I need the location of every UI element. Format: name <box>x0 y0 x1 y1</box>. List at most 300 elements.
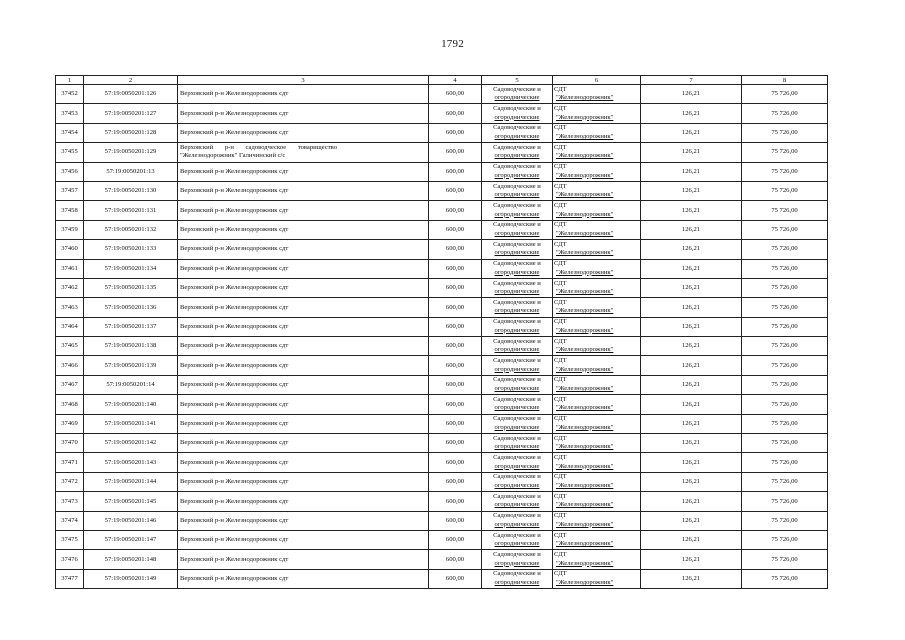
land-use-line-1: Садоводческие и <box>493 492 541 500</box>
land-use-line-1: Садоводческие и <box>493 454 541 462</box>
owner-line-1: СДТ <box>554 492 567 500</box>
column-number: 7 <box>641 76 742 85</box>
land-use-line-1: Садоводческие и <box>493 376 541 384</box>
cadastral-cost: 75 726,00 <box>742 162 828 181</box>
table-row <box>56 472 828 491</box>
record-number: 37476 <box>56 550 84 569</box>
column-number: 5 <box>482 76 553 85</box>
address-cell: Верховский р-н Железнодорожник сдт <box>178 220 429 239</box>
table-row <box>56 492 828 511</box>
cadastral-cost: 75 726,00 <box>742 414 828 433</box>
record-number: 37454 <box>56 123 84 142</box>
table-row <box>56 550 828 569</box>
land-use-line-2: огороднические <box>494 559 540 567</box>
owner-line-1: СДТ <box>554 163 567 171</box>
owner-line-1: СДТ <box>554 454 567 462</box>
land-use-cell <box>482 434 553 453</box>
land-use-line-1: Садоводческие и <box>493 473 541 481</box>
land-use-line-1: Садоводческие и <box>493 201 541 209</box>
cadastral-number: 57:19:0050201:132 <box>84 220 178 239</box>
land-use-line-2: огороднические <box>494 191 540 199</box>
table-row <box>56 85 828 104</box>
land-use-line-1: Садоводческие и <box>493 104 541 112</box>
cadastral-rate: 126,21 <box>641 220 742 239</box>
owner-line-2: "Железнодорожник" <box>556 520 614 528</box>
owner-line-2: "Железнодорожник" <box>556 113 614 121</box>
owner-cell <box>553 85 641 104</box>
owner-line-2: "Железнодорожник" <box>556 346 614 354</box>
land-use-line-2: огороднические <box>494 132 540 140</box>
land-use-line-2: огороднические <box>494 462 540 470</box>
area-value: 600,00 <box>429 143 482 162</box>
area-value: 600,00 <box>429 259 482 278</box>
land-use-line-1: Садоводческие и <box>493 279 541 287</box>
cadastral-cost: 75 726,00 <box>742 220 828 239</box>
land-use-line-1: Садоводческие и <box>493 434 541 442</box>
cadastral-rate: 126,21 <box>641 550 742 569</box>
record-number: 37460 <box>56 240 84 259</box>
owner-line-2: "Железнодорожник" <box>556 326 614 334</box>
owner-line-2: "Железнодорожник" <box>556 307 614 315</box>
cadastral-number: 57:19:0050201:130 <box>84 181 178 200</box>
owner-line-2: "Железнодорожник" <box>556 423 614 431</box>
address-cell: Верховский р-н Железнодорожник сдт <box>178 337 429 356</box>
owner-line-2: "Железнодорожник" <box>556 365 614 373</box>
cadastral-rate: 126,21 <box>641 162 742 181</box>
address-cell: Верховский р-н Железнодорожник сдт <box>178 453 429 472</box>
cadastral-cost: 75 726,00 <box>742 240 828 259</box>
cadastral-rate: 126,21 <box>641 453 742 472</box>
table-row <box>56 337 828 356</box>
land-use-line-2: огороднические <box>494 288 540 296</box>
land-use-line-2: огороднические <box>494 385 540 393</box>
owner-line-2: "Железнодорожник" <box>556 462 614 470</box>
cadastral-number: 57:19:0050201:137 <box>84 317 178 336</box>
land-use-line-2: огороднические <box>494 520 540 528</box>
cadastral-number: 57:19:0050201:134 <box>84 259 178 278</box>
address-cell: Верховский р-н Железнодорожник сдт <box>178 201 429 220</box>
table-row <box>56 220 828 239</box>
column-number: 8 <box>742 76 828 85</box>
owner-line-2: "Железнодорожник" <box>556 482 614 489</box>
record-number: 37453 <box>56 104 84 123</box>
land-use-line-2: огороднические <box>494 210 540 218</box>
land-use-cell <box>482 317 553 336</box>
cadastral-cost: 75 726,00 <box>742 434 828 453</box>
table-row <box>56 259 828 278</box>
land-use-cell <box>482 550 553 569</box>
owner-cell <box>553 453 641 472</box>
area-value: 600,00 <box>429 240 482 259</box>
area-value: 600,00 <box>429 511 482 530</box>
record-number: 37458 <box>56 201 84 220</box>
cadastral-cost: 75 726,00 <box>742 472 828 491</box>
area-value: 600,00 <box>429 530 482 549</box>
table-row <box>56 434 828 453</box>
land-use-cell <box>482 201 553 220</box>
owner-cell <box>553 375 641 394</box>
cadastral-number: 57:19:0050201:133 <box>84 240 178 259</box>
owner-line-2: "Железнодорожник" <box>556 288 614 296</box>
table-row <box>56 162 828 181</box>
land-use-cell <box>482 375 553 394</box>
owner-line-1: СДТ <box>554 395 567 403</box>
cadastral-rate: 126,21 <box>641 181 742 200</box>
cadastral-cost: 75 726,00 <box>742 123 828 142</box>
land-use-cell <box>482 298 553 317</box>
record-number: 37474 <box>56 511 84 530</box>
land-use-line-1: Садоводческие и <box>493 318 541 326</box>
record-number: 37470 <box>56 434 84 453</box>
land-use-line-1: Садоводческие и <box>493 124 541 132</box>
cadastral-rate: 126,21 <box>641 123 742 142</box>
owner-line-1: СДТ <box>554 434 567 442</box>
owner-cell <box>553 201 641 220</box>
land-use-line-2: огороднические <box>494 423 540 431</box>
land-use-cell <box>482 220 553 239</box>
owner-line-1: СДТ <box>554 298 567 306</box>
record-number: 37471 <box>56 453 84 472</box>
land-use-line-1: Садоводческие и <box>493 550 541 558</box>
owner-line-1: СДТ <box>554 415 567 423</box>
owner-cell <box>553 434 641 453</box>
cadastral-rate: 126,21 <box>641 143 742 162</box>
table-row <box>56 181 828 200</box>
cadastral-cost: 75 726,00 <box>742 317 828 336</box>
record-number: 37477 <box>56 569 84 588</box>
owner-cell <box>553 162 641 181</box>
record-number: 37475 <box>56 530 84 549</box>
table-row <box>56 414 828 433</box>
land-use-line-2: огороднические <box>494 326 540 334</box>
land-use-line-2: огороднические <box>494 578 540 586</box>
cadastral-rate: 126,21 <box>641 569 742 588</box>
cadastral-cost: 75 726,00 <box>742 356 828 375</box>
owner-cell <box>553 492 641 511</box>
owner-cell <box>553 181 641 200</box>
area-value: 600,00 <box>429 162 482 181</box>
owner-cell <box>553 569 641 588</box>
area-value: 600,00 <box>429 337 482 356</box>
cadastral-number: 57:19:0050201:145 <box>84 492 178 511</box>
cadastral-number: 57:19:0050201:149 <box>84 569 178 588</box>
land-use-cell <box>482 395 553 414</box>
record-number: 37459 <box>56 220 84 239</box>
owner-line-1: СДТ <box>554 531 567 539</box>
record-number: 37452 <box>56 85 84 104</box>
land-use-line-2: огороднические <box>494 365 540 373</box>
cadastral-rate: 126,21 <box>641 511 742 530</box>
cadastral-number: 57:19:0050201:131 <box>84 201 178 220</box>
record-number: 37462 <box>56 278 84 297</box>
record-number: 37468 <box>56 395 84 414</box>
land-use-cell <box>482 278 553 297</box>
owner-line-2: "Железнодорожник" <box>556 132 614 140</box>
cadastral-rate: 126,21 <box>641 240 742 259</box>
owner-line-1: СДТ <box>554 512 567 520</box>
land-registry-table <box>55 75 828 589</box>
cadastral-number: 57:19:0050201:13 <box>84 162 178 181</box>
land-use-cell <box>482 414 553 433</box>
owner-line-1: СДТ <box>554 182 567 190</box>
owner-line-1: СДТ <box>554 357 567 365</box>
cadastral-rate: 126,21 <box>641 85 742 104</box>
address-cell: Верховский р-н Железнодорожник сдт <box>178 240 429 259</box>
cadastral-number: 57:19:0050201:140 <box>84 395 178 414</box>
cadastral-cost: 75 726,00 <box>742 259 828 278</box>
owner-line-1: СДТ <box>554 337 567 345</box>
address-cell: Верховский р-н Железнодорожник сдт <box>178 395 429 414</box>
cadastral-number: 57:19:0050201:139 <box>84 356 178 375</box>
address-cell: Верховский р-н Железнодорожник сдт <box>178 123 429 142</box>
cadastral-rate: 126,21 <box>641 201 742 220</box>
owner-line-1: СДТ <box>554 279 567 287</box>
cadastral-rate: 126,21 <box>641 298 742 317</box>
owner-cell <box>553 337 641 356</box>
address-line-1: Верховский р-н садоводческое товарищество <box>180 144 338 152</box>
area-value: 600,00 <box>429 414 482 433</box>
area-value: 600,00 <box>429 569 482 588</box>
land-use-line-1: Садоводческие и <box>493 415 541 423</box>
table-row <box>56 511 828 530</box>
land-use-cell <box>482 259 553 278</box>
land-use-line-1: Садоводческие и <box>493 240 541 248</box>
land-use-line-1: Садоводческие и <box>493 337 541 345</box>
owner-line-1: СДТ <box>554 240 567 248</box>
land-use-line-1: Садоводческие и <box>493 531 541 539</box>
cadastral-cost: 75 726,00 <box>742 298 828 317</box>
address-cell: Верховский р-н Железнодорожник сдт <box>178 569 429 588</box>
page-number: 1792 <box>441 38 464 50</box>
cadastral-rate: 126,21 <box>641 434 742 453</box>
cadastral-number: 57:19:0050201:14 <box>84 375 178 394</box>
land-use-line-2: огороднические <box>494 171 540 179</box>
cadastral-cost: 75 726,00 <box>742 143 828 162</box>
record-number: 37456 <box>56 162 84 181</box>
column-number: 1 <box>56 76 84 85</box>
area-value: 600,00 <box>429 298 482 317</box>
column-number-row <box>56 76 828 85</box>
address-cell: Верховский р-н Железнодорожник сдт <box>178 550 429 569</box>
table-row <box>56 201 828 220</box>
land-use-cell <box>482 104 553 123</box>
cadastral-rate: 126,21 <box>641 472 742 491</box>
land-use-line-1: Садоводческие и <box>493 163 541 171</box>
land-use-line-2: огороднические <box>494 268 540 276</box>
owner-cell <box>553 240 641 259</box>
area-value: 600,00 <box>429 201 482 220</box>
cadastral-rate: 126,21 <box>641 395 742 414</box>
cadastral-cost: 75 726,00 <box>742 550 828 569</box>
area-value: 600,00 <box>429 375 482 394</box>
cadastral-rate: 126,21 <box>641 530 742 549</box>
record-number: 37464 <box>56 317 84 336</box>
address-cell: Верховский р-н Железнодорожник сдт <box>178 414 429 433</box>
cadastral-rate: 126,21 <box>641 414 742 433</box>
address-cell: Верховский р-н Железнодорожник сдт <box>178 298 429 317</box>
table-row <box>56 356 828 375</box>
cadastral-cost: 75 726,00 <box>742 181 828 200</box>
land-use-line-2: огороднические <box>494 249 540 257</box>
cadastral-cost: 75 726,00 <box>742 569 828 588</box>
land-use-cell <box>482 143 553 162</box>
cadastral-number: 57:19:0050201:126 <box>84 85 178 104</box>
record-number: 37473 <box>56 492 84 511</box>
land-use-line-2: огороднические <box>494 346 540 354</box>
record-number: 37472 <box>56 472 84 491</box>
land-use-cell <box>482 569 553 588</box>
area-value: 600,00 <box>429 434 482 453</box>
table-row <box>56 395 828 414</box>
owner-line-2: "Железнодорожник" <box>556 385 614 393</box>
cadastral-number: 57:19:0050201:128 <box>84 123 178 142</box>
address-cell: Верховский р-н Железнодорожник сдт <box>178 181 429 200</box>
record-number: 37469 <box>56 414 84 433</box>
cadastral-number: 57:19:0050201:129 <box>84 143 178 162</box>
cadastral-rate: 126,21 <box>641 104 742 123</box>
owner-line-1: СДТ <box>554 570 567 578</box>
land-use-line-1: Садоводческие и <box>493 85 541 93</box>
record-number: 37461 <box>56 259 84 278</box>
owner-line-1: СДТ <box>554 124 567 132</box>
owner-cell <box>553 317 641 336</box>
land-use-cell <box>482 472 553 491</box>
area-value: 600,00 <box>429 220 482 239</box>
owner-cell <box>553 143 641 162</box>
land-use-cell <box>482 511 553 530</box>
table-row <box>56 143 828 162</box>
owner-line-2: "Железнодорожник" <box>556 540 614 548</box>
owner-line-2: "Железнодорожник" <box>556 210 614 218</box>
cadastral-rate: 126,21 <box>641 375 742 394</box>
owner-cell <box>553 511 641 530</box>
owner-line-2: "Железнодорожник" <box>556 94 614 102</box>
cadastral-rate: 126,21 <box>641 317 742 336</box>
owner-cell <box>553 278 641 297</box>
table-row <box>56 240 828 259</box>
land-use-line-2: огороднические <box>494 482 540 489</box>
owner-line-1: СДТ <box>554 260 567 268</box>
cadastral-number: 57:19:0050201:141 <box>84 414 178 433</box>
area-value: 600,00 <box>429 181 482 200</box>
owner-line-1: СДТ <box>554 143 567 151</box>
owner-cell <box>553 356 641 375</box>
land-use-line-1: Садоводческие и <box>493 570 541 578</box>
land-use-line-1: Садоводческие и <box>493 298 541 306</box>
land-use-line-1: Садоводческие и <box>493 512 541 520</box>
area-value: 600,00 <box>429 278 482 297</box>
owner-cell <box>553 395 641 414</box>
area-value: 600,00 <box>429 356 482 375</box>
address-cell: Верховский р-н Железнодорожник сдт <box>178 317 429 336</box>
cadastral-cost: 75 726,00 <box>742 375 828 394</box>
table-row <box>56 317 828 336</box>
owner-line-1: СДТ <box>554 376 567 384</box>
cadastral-rate: 126,21 <box>641 492 742 511</box>
address-cell: Верховский р-н Железнодорожник сдт <box>178 259 429 278</box>
land-use-line-2: огороднические <box>494 540 540 548</box>
owner-cell <box>553 414 641 433</box>
owner-line-2: "Железнодорожник" <box>556 229 614 237</box>
land-use-line-1: Садоводческие и <box>493 260 541 268</box>
record-number: 37463 <box>56 298 84 317</box>
area-value: 600,00 <box>429 395 482 414</box>
land-use-line-2: огороднические <box>494 94 540 102</box>
owner-line-2: "Железнодорожник" <box>556 268 614 276</box>
cadastral-number: 57:19:0050201:146 <box>84 511 178 530</box>
cadastral-number: 57:19:0050201:135 <box>84 278 178 297</box>
cadastral-number: 57:19:0050201:143 <box>84 453 178 472</box>
land-use-cell <box>482 240 553 259</box>
record-number: 37467 <box>56 375 84 394</box>
land-use-line-2: огороднические <box>494 307 540 315</box>
owner-cell <box>553 530 641 549</box>
cadastral-cost: 75 726,00 <box>742 511 828 530</box>
cadastral-cost: 75 726,00 <box>742 85 828 104</box>
owner-cell <box>553 104 641 123</box>
address-cell: Верховский р-н Железнодорожник сдт <box>178 162 429 181</box>
owner-line-1: СДТ <box>554 104 567 112</box>
owner-line-2: "Железнодорожник" <box>556 191 614 199</box>
land-use-cell <box>482 162 553 181</box>
land-use-cell <box>482 181 553 200</box>
cadastral-number: 57:19:0050201:138 <box>84 337 178 356</box>
address-cell: Верховский р-н Железнодорожник сдт <box>178 85 429 104</box>
column-number: 4 <box>429 76 482 85</box>
record-number: 37455 <box>56 143 84 162</box>
cadastral-rate: 126,21 <box>641 278 742 297</box>
address-cell: Верховский р-н Железнодорожник сдт <box>178 278 429 297</box>
land-use-line-1: Садоводческие и <box>493 395 541 403</box>
owner-cell <box>553 550 641 569</box>
owner-cell <box>553 472 641 491</box>
record-number: 37457 <box>56 181 84 200</box>
land-use-cell <box>482 453 553 472</box>
cadastral-cost: 75 726,00 <box>742 201 828 220</box>
cadastral-cost: 75 726,00 <box>742 337 828 356</box>
land-use-cell <box>482 530 553 549</box>
area-value: 600,00 <box>429 453 482 472</box>
land-use-line-2: огороднические <box>494 501 540 509</box>
address-cell: Верховский р-н Железнодорожник сдт <box>178 375 429 394</box>
cadastral-cost: 75 726,00 <box>742 104 828 123</box>
address-cell <box>178 143 429 162</box>
table-row <box>56 298 828 317</box>
owner-line-2: "Железнодорожник" <box>556 152 614 160</box>
owner-line-2: "Железнодорожник" <box>556 578 614 586</box>
owner-line-1: СДТ <box>554 473 567 481</box>
land-use-line-1: Садоводческие и <box>493 357 541 365</box>
cadastral-number: 57:19:0050201:136 <box>84 298 178 317</box>
area-value: 600,00 <box>429 550 482 569</box>
owner-line-2: "Железнодорожник" <box>556 443 614 451</box>
address-cell: Верховский р-н Железнодорожник сдт <box>178 511 429 530</box>
land-use-line-2: огороднические <box>494 404 540 412</box>
owner-cell <box>553 220 641 239</box>
land-use-line-1: Садоводческие и <box>493 182 541 190</box>
area-value: 600,00 <box>429 104 482 123</box>
owner-cell <box>553 259 641 278</box>
cadastral-number: 57:19:0050201:147 <box>84 530 178 549</box>
area-value: 600,00 <box>429 85 482 104</box>
column-number: 3 <box>178 76 429 85</box>
table-row <box>56 104 828 123</box>
land-use-cell <box>482 356 553 375</box>
cadastral-number: 57:19:0050201:142 <box>84 434 178 453</box>
record-number: 37465 <box>56 337 84 356</box>
area-value: 600,00 <box>429 472 482 491</box>
table-row <box>56 278 828 297</box>
